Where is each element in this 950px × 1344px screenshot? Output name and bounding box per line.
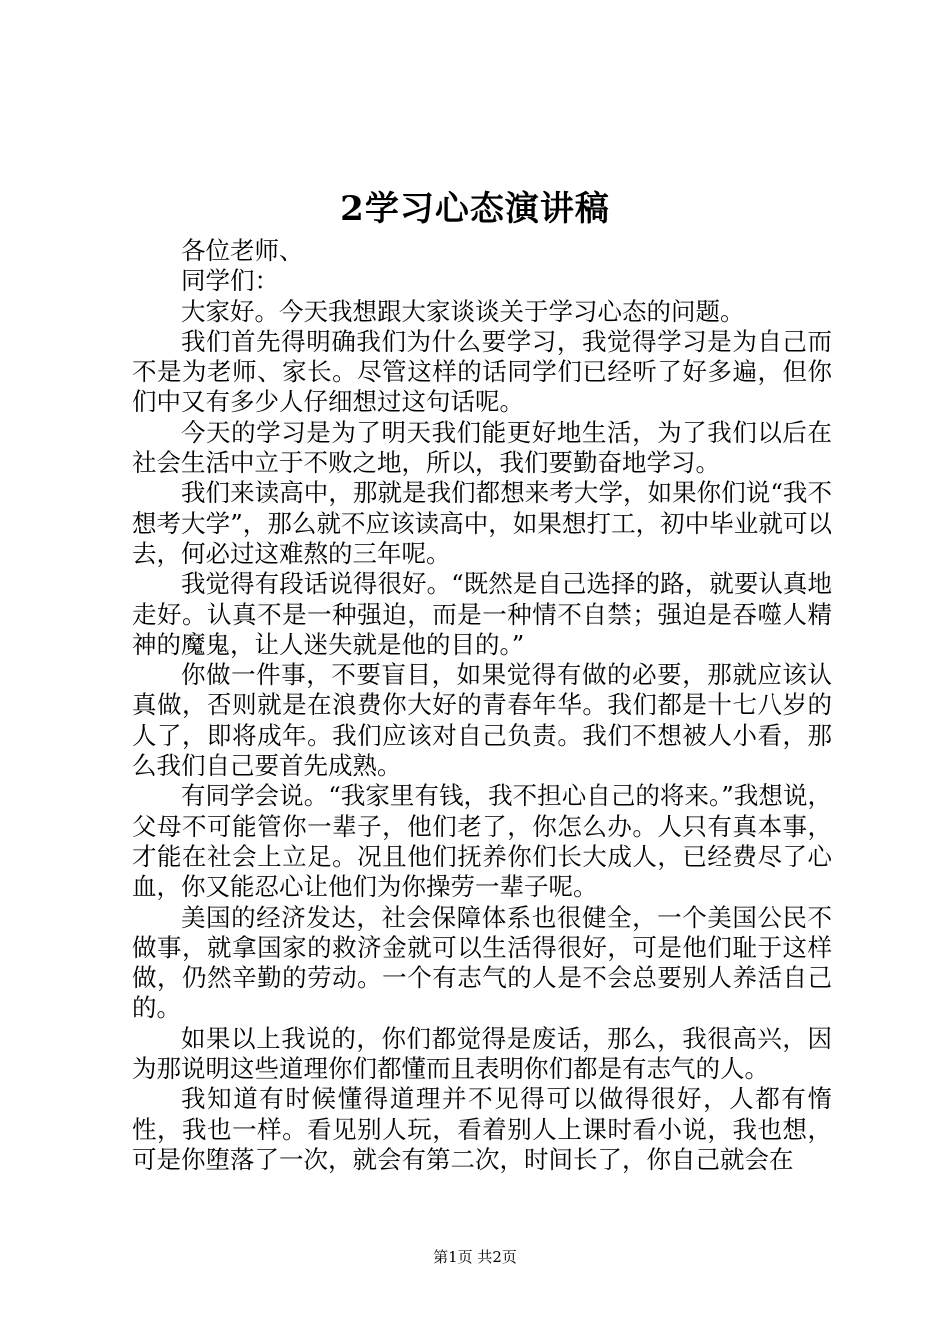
paragraph-salutation-teachers: 各位老师、 [181,236,304,265]
paragraph: 大家好。今天我想跟大家谈谈关于学习心态的问题。 [181,296,745,326]
document-body [132,236,832,1175]
paragraph: 我们首先得明确我们为什么要学习，我觉得学习是为自己而不是为老师、家长。尽管这样的话同学们已经听了好多遍，但你们中又有多少人仔细想过这句话呢。 [132,326,832,417]
paragraph: 今天的学习是为了明天我们能更好地生活，为了我们以后在社会生活中立于不败之地，所以，我们要勤奋地学习。 [132,417,832,478]
paragraph: 你做一件事，不要盲目，如果觉得有做的必要，那就应该认真做，否则就是在浪费你大好的青春年华。我们都是十七八岁的人了，即将成年。我们应该对自己负责。我们不想被人小看，那么我们自己要首先成熟。 [132,660,832,781]
paragraph: 我知道有时候懂得道理并不见得可以做得很好，人都有惰性，我也一样。看见别人玩，看着别人上课时看小说，我也想，可是你堕落了一次，就会有第二次，时间长了，你自己就会在 [132,1084,832,1174]
paragraph: 我觉得有段话说得很好。“既然是自己选择的路，就要认真地走好。认真不是一种强迫，而是一种情不自禁；强迫是吞噬人精神的魔鬼，让人迷失就是他的目的。” [132,569,832,659]
paragraph: 如果以上我说的，你们都觉得是废话，那么，我很高兴，因为那说明这些道理你们都懂而且表明你们都是有志气的人。 [132,1023,832,1084]
paragraph: 有同学会说。“我家里有钱，我不担心自己的将来。”我想说，父母不可能管你一辈子，他们老了，你怎么办。人只有真本事，才能在社会上立足。况且他们抚养你们长大成人，已经费尽了心血，你又能忍心让他们为你操劳一辈子呢。 [132,781,832,902]
paragraph: 美国的经济发达，社会保障体系也很健全，一个美国公民不做事，就拿国家的救济金就可以生活得很好，可是他们耻于这样做，仍然辛勤的劳动。一个有志气的人是不会总要别人养活自己的。 [132,902,832,1023]
document-title: 2学习心态演讲稿 [340,189,610,229]
page-footer: 第1页 共2页 [433,1248,517,1266]
paragraph-salutation-students: 同学们： [181,266,279,296]
paragraph: 我们来读高中，那就是我们都想来考大学，如果你们说“我不想考大学”，那么就不应该读高中，如果想打工，初中毕业就可以去，何必过这难熬的三年呢。 [132,478,832,568]
